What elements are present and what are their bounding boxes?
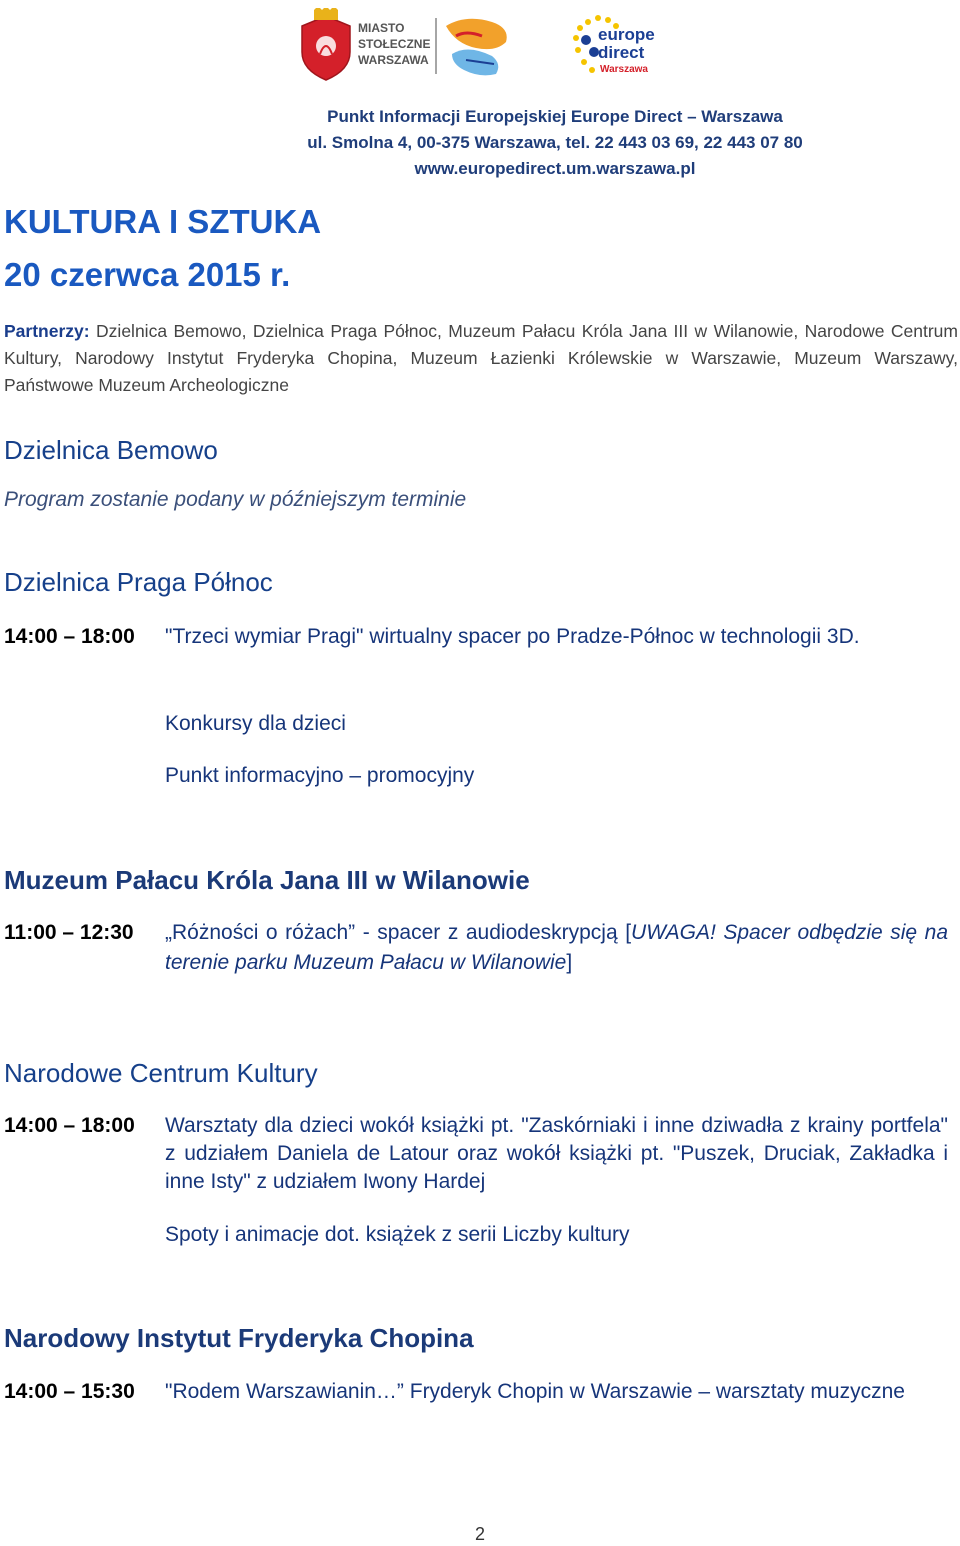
- promo-logo-icon: [446, 19, 507, 76]
- partners-list: Dzielnica Bemowo, Dzielnica Praga Północ, Muzeum Pałacu Króla Jana III w Wilanowie, Narodowe Centrum Kultury, Narodowy Instytut Fryderyka Chopina, Muzeum Łazienki Królewskie w Warszawie, Muzeum Warszawy, Państwowe Muzeum Archeologiczne: [4, 321, 958, 395]
- europe-direct-line-3: Warszawa: [600, 64, 648, 75]
- city-name-line-1: MIASTO: [358, 21, 405, 35]
- event-description: "Trzeci wymiar Pragi" wirtualny spacer po Pradze-Północ w technologii 3D.: [165, 625, 860, 648]
- nck-event: [4, 1112, 948, 1196]
- praga-extra-1: Konkursy dla dzieci: [165, 712, 346, 735]
- event-description: "Rodem Warszawianin…” Fryderyk Chopin w Warszawie – warsztaty muzyczne: [165, 1380, 905, 1403]
- page-title: KULTURA I SZTUKA: [4, 203, 322, 240]
- org-address: ul. Smolna 4, 00-375 Warszawa, tel. 22 443 03 69, 22 443 07 80: [307, 133, 803, 152]
- wilanow-event: [4, 918, 948, 978]
- event-description-italic: UWAGA! Spacer odbędzie się na terenie parku Muzeum Pałacu w Wilanowie: [165, 921, 948, 974]
- warsaw-coat-of-arms-icon: [302, 8, 350, 80]
- event-time: 14:00 – 15:30: [4, 1380, 135, 1403]
- praga-extra-2: Punkt informacyjno – promocyjny: [165, 764, 475, 787]
- event-time: 14:00 – 18:00: [4, 1114, 135, 1137]
- europe-direct-line-1: europe: [598, 25, 655, 44]
- section-heading-chopin: Narodowy Instytut Fryderyka Chopina: [4, 1323, 474, 1353]
- europe-direct-logo-icon: [573, 15, 655, 75]
- event-time: 11:00 – 12:30: [4, 921, 134, 944]
- org-name: Punkt Informacji Europejskiej Europe Direct – Warszawa: [327, 107, 783, 126]
- event-description-plain: „Różności o różach” - spacer z audiodeskrypcją [: [165, 921, 632, 944]
- nck-extra: Spoty i animacje dot. książek z serii Liczby kultury: [165, 1223, 630, 1246]
- chopin-event: [4, 1377, 948, 1407]
- event-description: [165, 918, 948, 978]
- city-name-line-3: WARSZAWA: [358, 53, 429, 67]
- praga-event: [4, 622, 948, 652]
- section-heading-bemowo: Dzielnica Bemowo: [4, 435, 218, 465]
- section-heading-nck: Narodowe Centrum Kultury: [4, 1058, 318, 1088]
- partners-paragraph: [4, 318, 958, 399]
- partners-label: Partnerzy:: [4, 321, 90, 341]
- header-info: [200, 104, 910, 182]
- logos-svg: [296, 8, 716, 88]
- org-website[interactable]: www.europedirect.um.warszawa.pl: [414, 159, 696, 178]
- europe-direct-line-2: direct: [598, 43, 645, 62]
- section-heading-wilanow: Muzeum Pałacu Króla Jana III w Wilanowie: [4, 865, 530, 895]
- header-logos: [296, 8, 716, 88]
- section-heading-praga: Dzielnica Praga Północ: [4, 567, 273, 597]
- page-number: 2: [474, 1524, 485, 1544]
- bemowo-note: Program zostanie podany w późniejszym terminie: [4, 488, 467, 511]
- city-name-line-2: STOŁECZNE: [358, 37, 431, 51]
- event-time: 14:00 – 18:00: [4, 625, 135, 648]
- event-description-end: ]: [566, 951, 573, 974]
- event-description: Warsztaty dla dzieci wokół książki pt. "Zaskórniaki i inne dziwadła z krainy portfela" z udziałem Daniela de Latour oraz wokół książki pt. "Puszek, Druciak, Zakładka i inne Isty" z udziałem Iwony Hardej: [165, 1114, 948, 1193]
- event-date: 20 czerwca 2015 r.: [4, 256, 291, 293]
